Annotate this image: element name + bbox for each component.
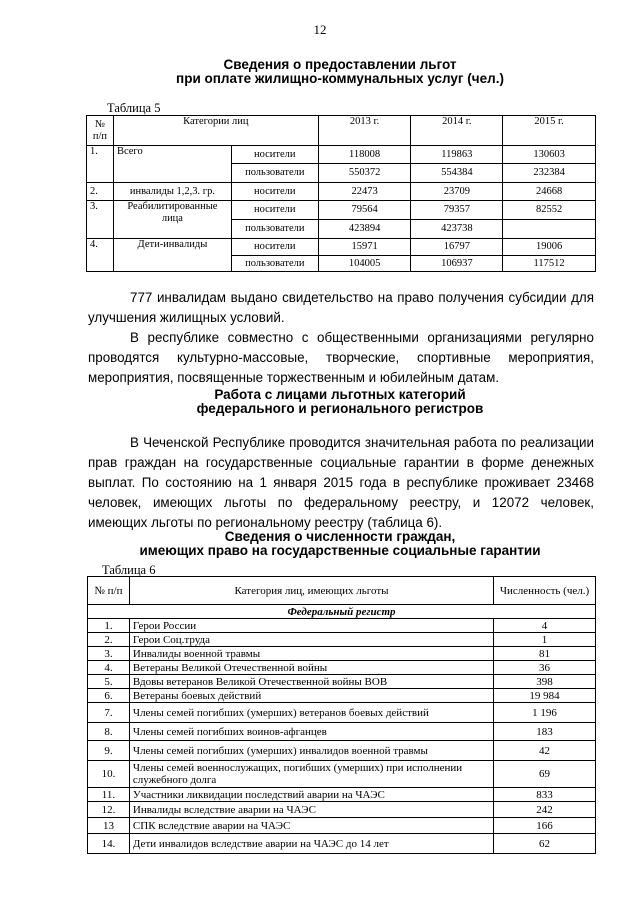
row-category: Члены семей погибших (умерших) инвалидов военной травмы [129,741,493,761]
value-2013: 423894 [318,220,411,239]
value-2013: 15971 [318,239,411,256]
table-row [88,661,596,675]
section-title-registers [80,388,600,416]
table-row [87,201,596,220]
title-line: имеющих право на государственные социальные гарантии [139,543,541,558]
value-2014: 554384 [411,164,503,183]
table-row [88,818,596,834]
row-count: 242 [494,802,596,818]
value-2015: 24668 [503,183,596,201]
group-num: 3. [87,201,114,239]
value-2014: 79357 [411,201,503,220]
row-type: носители [231,146,318,164]
row-count: 183 [494,723,596,741]
value-2015: 232384 [503,164,596,183]
value-2013: 550372 [318,164,411,183]
table-row [88,761,596,788]
table-row [87,146,596,164]
group-name: Всего [113,146,231,183]
table6-header [88,577,596,605]
section-title-citizens [80,530,600,558]
row-num: 13 [88,818,130,834]
row-num: 9. [88,741,130,761]
row-num: 4. [88,661,130,675]
section-title-benefits [80,58,600,86]
table-row [87,183,596,201]
table-row [88,689,596,703]
row-count: 166 [494,818,596,834]
table5 [86,115,596,272]
table6-body [88,619,596,854]
value-2013: 104005 [318,256,411,272]
row-num: 7. [88,703,130,723]
table6-caption: Таблица 6 [102,563,156,577]
value-2014: 16797 [411,239,503,256]
group-num: 4. [87,239,114,272]
header-num: № п/п [88,577,130,605]
table-row [88,788,596,802]
row-num: 10. [88,761,130,788]
table-row [88,633,596,647]
paragraph: 777 инвалидам выдано свидетельство на право получения субсидии для улучшения жилищных условий. [88,290,594,325]
value-2014: 423738 [411,220,503,239]
row-count: 1 [494,633,596,647]
row-category: Вдовы ветеранов Великой Отечественной войны ВОВ [129,675,493,689]
header-category: Категории лиц [113,116,318,146]
table6 [87,576,596,854]
row-category: Герои Соц.труда [129,633,493,647]
group-name: Дети-инвалиды [113,239,231,272]
header-2013: 2013 г. [318,116,411,146]
row-category: Инвалиды вследствие аварии на ЧАЭС [129,802,493,818]
row-count: 398 [494,675,596,689]
row-num: 3. [88,647,130,661]
table5-caption: Таблица 5 [107,101,161,115]
value-2015: 82552 [503,201,596,220]
row-count: 4 [494,619,596,633]
title-line: федерального и регионального регистров [196,401,484,416]
title-line: Сведения о численности граждан, [224,529,456,544]
row-category: Члены семей погибших воинов-афганцев [129,723,493,741]
value-2015: 130603 [503,146,596,164]
value-2013: 22473 [318,183,411,201]
group-name: инвалиды 1,2,3. гр. [113,183,231,201]
group-name: Реабилитированные лица [113,201,231,239]
value-2014: 23709 [411,183,503,201]
table-row [88,802,596,818]
table-row [88,723,596,741]
row-category: СПК вследствие аварии на ЧАЭС [129,818,493,834]
row-category: Ветераны Великой Отечественной войны [129,661,493,675]
row-count: 69 [494,761,596,788]
header-category: Категория лиц, имеющих льготы [129,577,493,605]
header-2014: 2014 г. [411,116,503,146]
title-line: при оплате жилищно-коммунальных услуг (чел.) [176,71,504,86]
row-category: Ветераны боевых действий [129,689,493,703]
title-line: Работа с лицами льготных категорий [214,387,466,402]
table-row [88,834,596,854]
row-category: Члены семей военнослужащих, погибших (умерших) при исполнении служебного долга [129,761,493,788]
row-count: 19 984 [494,689,596,703]
table-row [88,741,596,761]
row-count: 833 [494,788,596,802]
row-type: пользователи [231,256,318,272]
row-count: 62 [494,834,596,854]
row-type: носители [231,183,318,201]
row-count: 36 [494,661,596,675]
row-num: 14. [88,834,130,854]
row-num: 1. [88,619,130,633]
row-type: носители [231,201,318,220]
paragraph: В республике совместно с общественными организациями регулярно проводятся культурно-массовые, творческие, спортивные мероприятия, мероприятия, посвященные торжественным и юбилейным датам. [88,330,594,385]
table-row [88,619,596,633]
table-row [88,675,596,689]
value-2015: 117512 [503,256,596,272]
row-category: Герои России [129,619,493,633]
title-line: Сведения о предоставлении льгот [223,57,457,72]
federal-register-row [88,605,596,619]
row-num: 12. [88,802,130,818]
row-type: пользователи [231,164,318,183]
row-category: Члены семей погибших (умерших) ветеранов боевых действий [129,703,493,723]
table-row [87,239,596,256]
value-2015: 19006 [503,239,596,256]
body-text-2 [88,433,594,533]
row-type: носители [231,239,318,256]
row-category: Дети инвалидов вследствие аварии на ЧАЭС до 14 лет [129,834,493,854]
row-category: Инвалиды военной травмы [129,647,493,661]
federal-register-label: Федеральный регистр [88,605,596,619]
header-num: № п/п [87,116,114,146]
group-num: 1. [87,146,114,183]
row-category: Участники ликвидации последствий аварии на ЧАЭС [129,788,493,802]
row-type: пользователи [231,220,318,239]
table5-header [87,116,596,146]
header-count: Численность (чел.) [494,577,596,605]
row-num: 2. [88,633,130,647]
row-num: 11. [88,788,130,802]
table-row [88,647,596,661]
value-2013: 118008 [318,146,411,164]
row-num: 6. [88,689,130,703]
value-2013: 79564 [318,201,411,220]
table-row [88,703,596,723]
paragraph: В Чеченской Республике проводится значительная работа по реализации прав граждан на государственные социальные гарантии в форме денежных выплат. По состоянию на 1 января 2015 года в республике проживает 23468 человек, имеющих льготы по федеральному реестру, и 12072 человек, имеющих льготы по региональному реестру (таблица 6). [88,435,594,530]
row-num: 5. [88,675,130,689]
group-num: 2. [87,183,114,201]
row-count: 81 [494,647,596,661]
page-number: 12 [313,22,327,37]
header-2015: 2015 г. [503,116,596,146]
value-2015 [503,220,596,239]
body-text-1 [88,288,594,388]
row-num: 8. [88,723,130,741]
row-count: 1 196 [494,703,596,723]
row-count: 42 [494,741,596,761]
value-2014: 106937 [411,256,503,272]
value-2014: 119863 [411,146,503,164]
